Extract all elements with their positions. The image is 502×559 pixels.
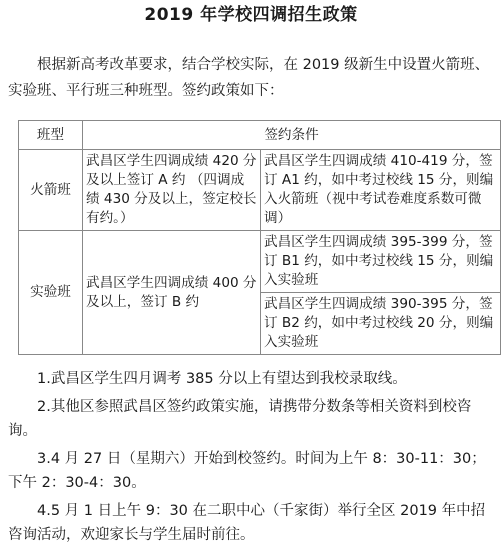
class-type-rocket: 火箭班 [19, 150, 83, 231]
experiment-main-condition: 武昌区学生四调成绩 400 分及以上，签订 B 约 [83, 231, 261, 355]
table-header-row [19, 121, 501, 150]
header-conditions: 签约条件 [83, 121, 501, 150]
note-item: 2.其他区参照武昌区签约政策实施，请携带分数条等相关资料到校咨询。 [8, 399, 472, 439]
table-row-rocket [19, 150, 501, 231]
rocket-main-condition: 武昌区学生四调成绩 420 分及以上签订 A 约 （四调成绩 430 分及以上，签定校长有约。） [83, 150, 261, 231]
note-item: 1.武昌区学生四月调考 385 分以上有望达到我校录取线。 [37, 371, 407, 387]
document-title: 2019 年学校四调招生政策 [144, 5, 358, 25]
experiment-b1-condition: 武昌区学生四调成绩 395-399 分，签订 B1 约，如中考过校线 15 分，则编入实验班 [261, 231, 501, 293]
class-type-experiment: 实验班 [19, 231, 83, 355]
rocket-a1-condition: 武昌区学生四调成绩 410-419 分，签订 A1 约，如中考过校线 15 分，则编入火箭班（视中考试卷难度系数可微调） [261, 150, 501, 231]
note-item: 3.4 月 27 日（星期六）开始到校签约。时间为上午 8：30-11：30；下午 2：30-4：30。 [8, 451, 486, 491]
notes-list [8, 367, 494, 547]
experiment-b2-condition: 武昌区学生四调成绩 390-395 分，签订 B2 约，如中考过校线 20 分，则编入实验班 [261, 293, 501, 355]
policy-table [18, 120, 501, 355]
table-row-experiment-b1 [19, 231, 501, 293]
header-class-type: 班型 [19, 121, 83, 150]
intro-paragraph: 根据新高考改革要求，结合学校实际，在 2019 级新生中设置火箭班、实验班、平行班三种班型。签约政策如下： [8, 57, 490, 99]
note-item: 4.5 月 1 日上午 9：30 在二职中心（千家街）举行全区 2019 年中招咨询活动，欢迎家长与学生届时前往。 [8, 503, 486, 543]
